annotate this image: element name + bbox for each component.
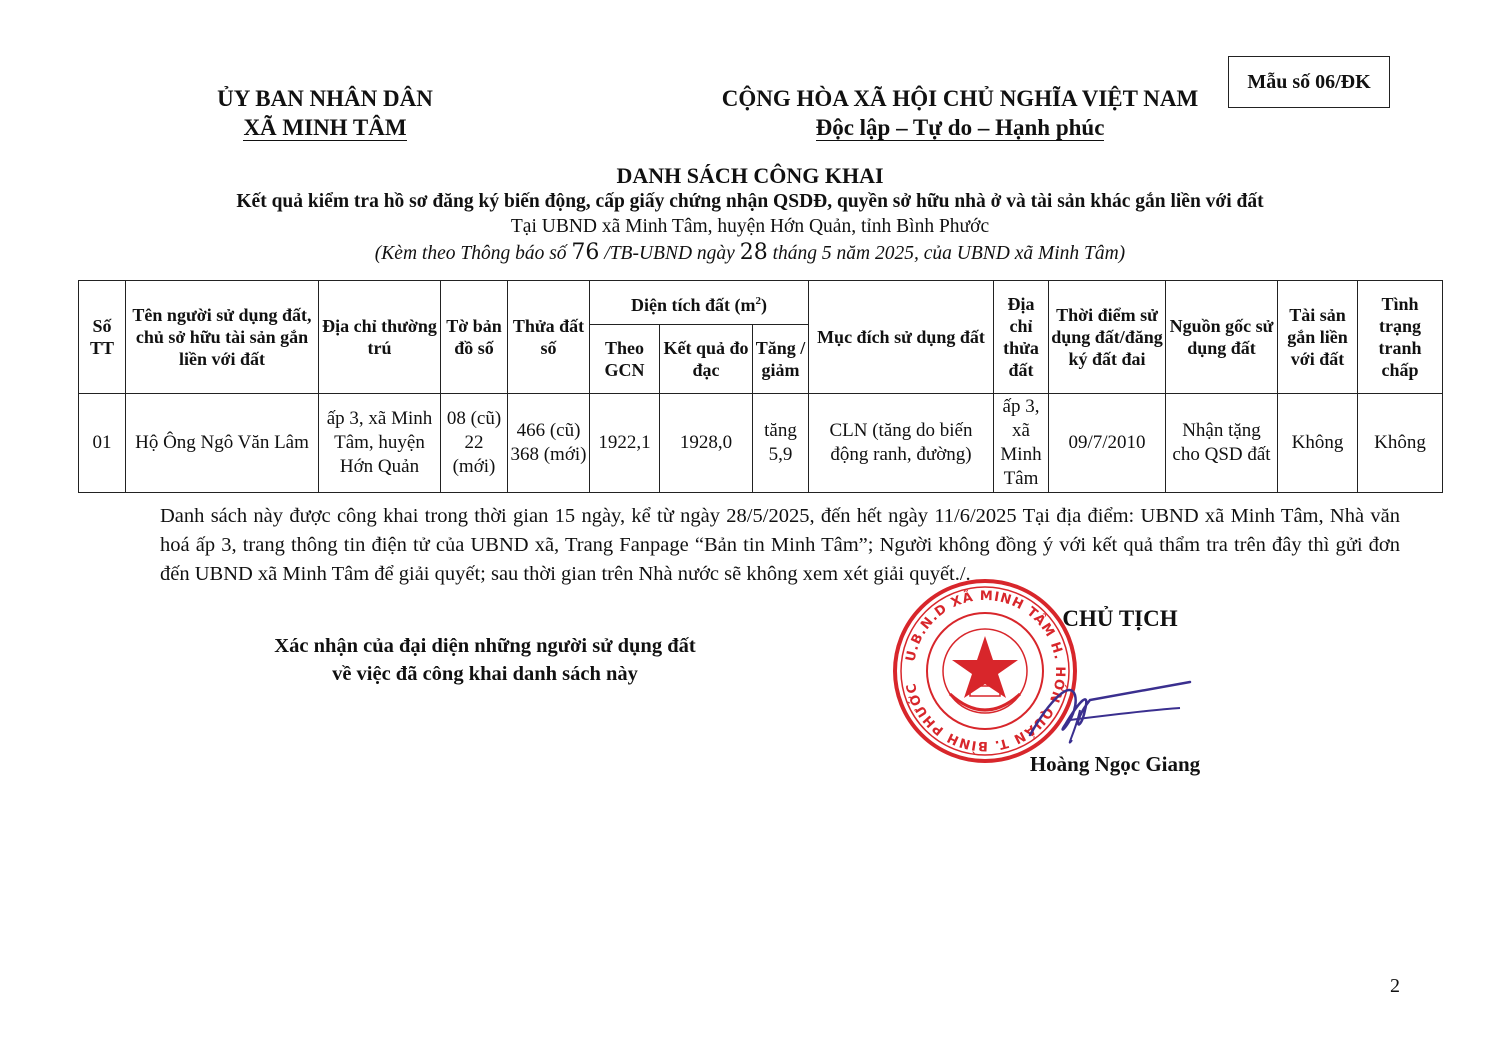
form-number: Mẫu số 06/ĐK [1247,70,1371,93]
issuer-line1: ỦY BAN NHÂN DÂN [217,86,433,111]
header-map-sheet: Tờ bản đồ số [441,281,508,394]
public-list-table [78,280,1443,493]
cell-address: ấp 3, xã Minh Tâm, huyện Hớn Quản [319,394,441,493]
header-address: Địa chỉ thường trú [319,281,441,394]
document-title: DANH SÁCH CÔNG KHAI [616,163,884,188]
header-stt: Số TT [79,281,126,394]
cell-name: Hộ Ông Ngô Văn Lâm [126,394,319,493]
header-area-text: Diện tích đất (m [631,294,756,315]
issuer-line2: XÃ MINH TÂM [243,115,407,140]
header-area-group [590,281,809,325]
header-name: Tên người sử dụng đất, chủ sở hữu tài sản gắn liền với đất [126,281,319,394]
national-title: CỘNG HÒA XÃ HỘI CHỦ NGHĨA VIỆT NAM [721,86,1199,111]
document-place: Tại UBND xã Minh Tâm, huyện Hớn Quản, tỉnh Bình Phước [510,216,990,237]
cell-map-sheet: 08 (cũ) 22 (mới) [441,394,508,493]
cell-assets: Không [1278,394,1358,493]
issuer-header [130,84,520,142]
cell-parcel-address: ấp 3, xã Minh Tâm [994,394,1049,493]
national-header [700,84,1220,142]
cell-parcel: 466 (cũ) 368 (mới) [508,394,590,493]
cell-area-gcn: 1922,1 [590,394,660,493]
svg-text:U.B.N.D XÃ MINH TÂM H. HỚN QUẢ: U.B.N.D XÃ MINH TÂM H. HỚN QUẢN T. BÌNH PHƯỚC [903,588,1068,754]
document-subtitle: Kết quả kiểm tra hồ sơ đăng ký biến động, cấp giấy chứng nhận QSDĐ, quyền sở hữu nhà ở và tài sản khác gắn liền với đất [236,191,1264,212]
attach-day: 28 [739,240,768,265]
attach-suffix: tháng 5 năm 2025, của UBND xã Minh Tâm) [772,243,1126,264]
attach-prefix: (Kèm theo Thông báo số [374,243,567,264]
form-number-box [1228,56,1390,108]
header-area-diff: Tăng / giảm [753,325,809,394]
header-origin: Nguồn gốc sử dụng đất [1166,281,1278,394]
attach-middle: /TB-UBND ngày [604,243,735,264]
header-time: Thời điểm sử dụng đất/đăng ký đất đai [1049,281,1166,394]
chairman-title: CHỦ TỊCH [1062,606,1178,631]
header-parcel: Thửa đất số [508,281,590,394]
publication-paragraph [160,502,1400,589]
national-motto: Độc lập – Tự do – Hạnh phúc [815,115,1105,140]
cell-stt: 01 [79,394,126,493]
confirm-line1: Xác nhận của đại diện những người sử dụng đất [274,635,696,657]
confirmation-block [210,632,760,688]
header-area-survey: Kết quả đo đạc [660,325,753,394]
cell-time: 09/7/2010 [1049,394,1166,493]
cell-area-diff: tăng 5,9 [753,394,809,493]
cell-origin: Nhận tặng cho QSD đất [1166,394,1278,493]
header-area-close: ) [761,294,767,315]
cell-purpose: CLN (tăng do biến động ranh, đường) [809,394,994,493]
attach-number: 76 [571,240,600,265]
confirm-line2: về việc đã công khai danh sách này [332,663,638,685]
header-dispute: Tình trạng tranh chấp [1358,281,1443,394]
cell-area-survey: 1928,0 [660,394,753,493]
signer-name: Hoàng Ngọc Giang [1029,752,1201,776]
header-area-sup: 2 [755,294,761,307]
page-number: 2 [1390,975,1400,997]
header-purpose: Mục đích sử dụng đất [809,281,994,394]
attachment-note [0,240,1500,265]
table-row [79,394,1443,493]
cell-dispute: Không [1358,394,1443,493]
header-assets: Tài sản gắn liền với đất [1278,281,1358,394]
publication-text: Danh sách này được công khai trong thời gian 15 ngày, kể từ ngày 28/5/2025, đến hết ngày 11/6/2025 Tại địa điểm: UBND xã Minh Tâm, Nhà văn hoá ấp 3, trang thông tin điện tử của UBND xã, Trang Fanpage “Bản tin Minh Tâm”; Người không đồng ý với kết quả thẩm tra trên đây thì gửi đơn đến UBND xã Minh Tâm để giải quyết; sau thời gian trên Nhà nước sẽ không xem xét giải quyết./. [160,505,1400,585]
header-area-gcn: Theo GCN [590,325,660,394]
header-parcel-address: Địa chỉ thửa đất [994,281,1049,394]
